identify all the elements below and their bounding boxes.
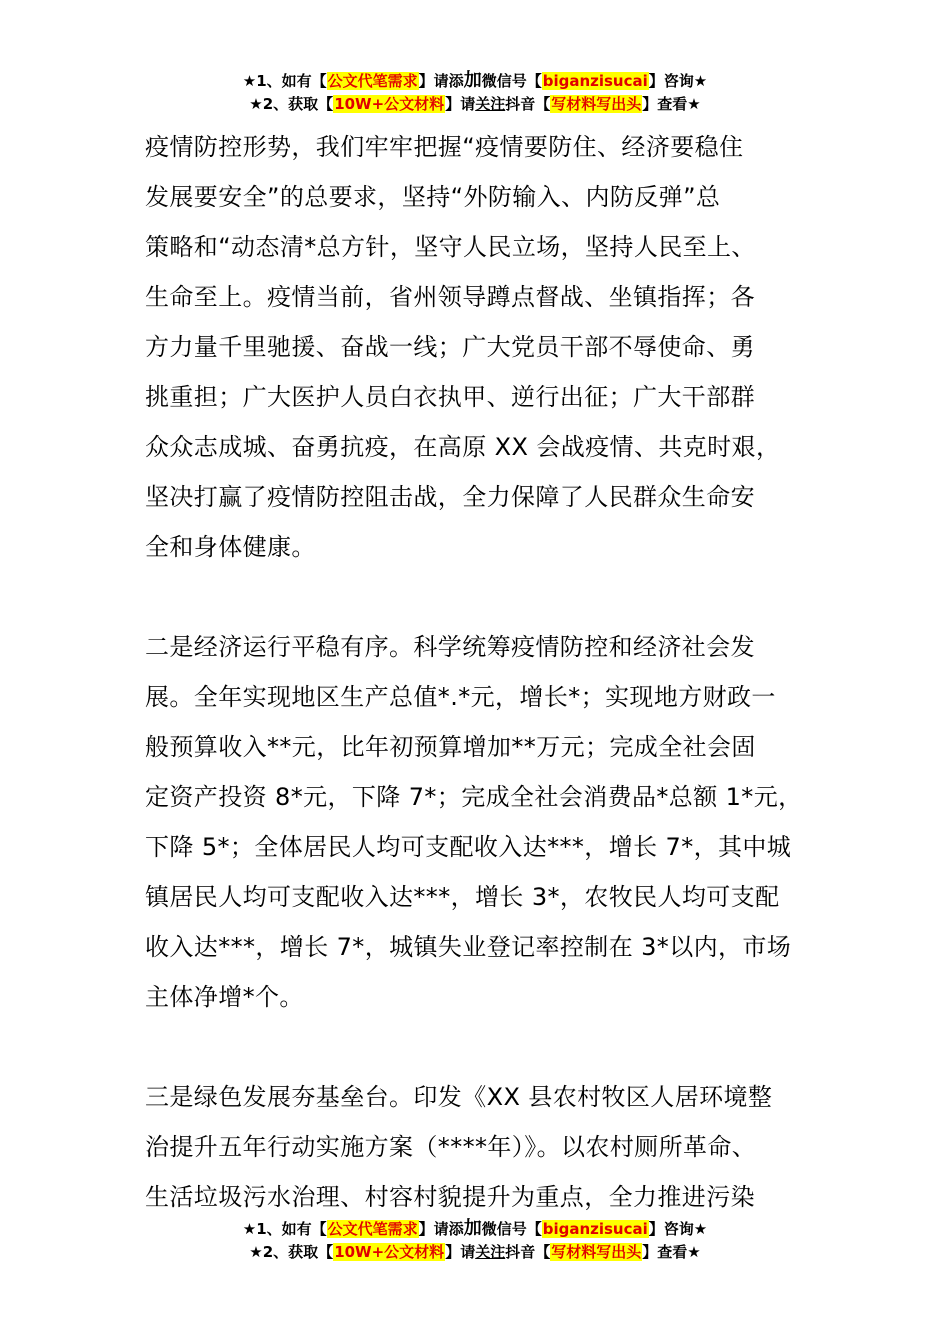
banner-text: 微信号【 [481, 72, 542, 90]
footer-banner [0, 1218, 950, 1264]
text-line: 策略和“动态清*总方针，坚守人民立场，坚持人民至上、 [145, 233, 756, 261]
banner-highlight: 公文代笔需求 [327, 72, 418, 90]
text-line: 众众志成城、奋勇抗疫，在高原 XX 会战疫情、共克时艰， [145, 433, 781, 461]
banner-text: 抖音【 [505, 95, 551, 113]
banner-text: 】查看★ [642, 95, 701, 113]
paragraph-economy [145, 622, 825, 1022]
text-line: 镇居民人均可支配收入达***，增长 3*，农牧民人均可支配 [145, 883, 780, 911]
banner-text: 】请添 [418, 1220, 464, 1238]
banner-text: ★1、如有【 [242, 1220, 327, 1238]
text-line: 生命至上。疫情当前，省州领导蹲点督战、坐镇指挥；各 [145, 283, 755, 311]
banner-line-2 [0, 93, 950, 116]
banner-text: 关注 [475, 95, 506, 113]
banner-line-1 [0, 70, 950, 93]
text-line: 疫情防控形势，我们牢牢把握“疫情要防住、经济要稳住 [145, 133, 744, 161]
banner-text: 加 [463, 1218, 482, 1239]
banner-text: 关注 [475, 1243, 506, 1261]
text-line: 发展要安全”的总要求，坚持“外防输入、内防反弹”总 [145, 183, 721, 211]
banner-text: 】请添 [418, 72, 464, 90]
banner-text: 】请 [445, 1243, 476, 1261]
banner-highlight: biganzisucai [542, 72, 648, 90]
document-body [145, 122, 825, 1222]
banner-text: 加 [463, 70, 482, 91]
banner-highlight: 写材料写出头 [551, 95, 642, 113]
banner-text: 】查看★ [642, 1243, 701, 1261]
paragraph-spacer [145, 1022, 825, 1072]
banner-text: 】咨询★ [648, 72, 708, 90]
banner-text: ★1、如有【 [242, 72, 327, 90]
banner-text: 】咨询★ [648, 1220, 708, 1238]
banner-highlight: 10W+公文材料 [334, 95, 445, 113]
text-line: 主体净增*个。 [145, 983, 304, 1011]
text-line: 全和身体健康。 [145, 533, 316, 561]
banner-highlight: 写材料写出头 [551, 1243, 642, 1261]
text-line: 下降 5*；全体居民人均可支配收入达***，增长 7*，其中城 [145, 833, 792, 861]
text-line: 般预算收入**元，比年初预算增加**万元；完成全社会固 [145, 733, 756, 761]
banner-text: ★2、获取【 [249, 95, 334, 113]
banner-text: 微信号【 [481, 1220, 542, 1238]
banner-highlight: 公文代笔需求 [327, 1220, 418, 1238]
text-line: 方力量千里驰援、奋战一线；广大党员干部不辱使命、勇 [145, 333, 755, 361]
banner-line-1 [0, 1218, 950, 1241]
banner-line-2 [0, 1241, 950, 1264]
text-line: 三是绿色发展夯基垒台。印发《XX 县农村牧区人居环境整 [145, 1083, 773, 1111]
paragraph-pandemic [145, 122, 825, 572]
text-line: 坚决打赢了疫情防控阻击战，全力保障了人民群众生命安 [145, 483, 755, 511]
banner-text: 抖音【 [505, 1243, 551, 1261]
paragraph-green-development [145, 1072, 825, 1222]
banner-highlight: biganzisucai [542, 1220, 648, 1238]
text-line: 生活垃圾污水治理、村容村貌提升为重点，全力推进污染 [145, 1183, 755, 1211]
text-line: 挑重担；广大医护人员白衣执甲、逆行出征；广大干部群 [145, 383, 755, 411]
paragraph-spacer [145, 572, 825, 622]
banner-text: 】请 [445, 95, 476, 113]
text-line: 二是经济运行平稳有序。科学统筹疫情防控和经济社会发 [145, 633, 755, 661]
banner-text: ★2、获取【 [249, 1243, 334, 1261]
text-line: 展。全年实现地区生产总值*.*元，增长*；实现地方财政一 [145, 683, 776, 711]
text-line: 治提升五年行动实施方案（****年）》。以农村厕所革命、 [145, 1133, 757, 1161]
header-banner [0, 70, 950, 116]
text-line: 定资产投资 8*元，下降 7*；完成全社会消费品*总额 1*元， [145, 783, 803, 811]
banner-highlight: 10W+公文材料 [334, 1243, 445, 1261]
text-line: 收入达***，增长 7*，城镇失业登记率控制在 3*以内，市场 [145, 933, 792, 961]
